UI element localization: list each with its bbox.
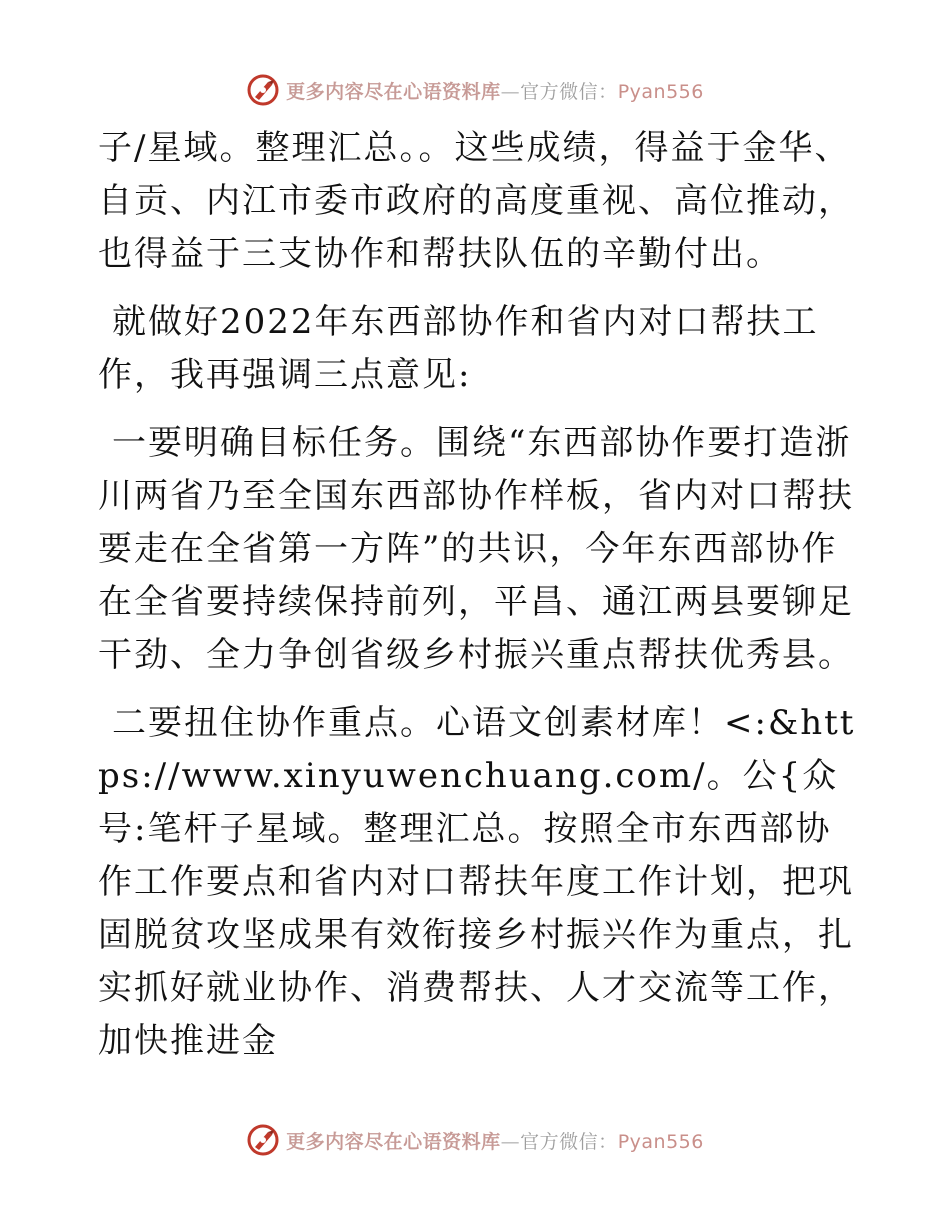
footer-dash: — [500,1130,521,1153]
document-body [98,122,858,1083]
header-banner [0,70,950,110]
header-dash: — [500,80,521,103]
footer-wechat-id: Pyan556 [617,1130,704,1153]
paragraph-1: 子/星域。整理汇总。。这些成绩，得益于金华、自贡、内江市委市政府的高度重视、高位推动，也得益于三支协作和帮扶队伍的辛勤付出。 [98,128,854,274]
header-main-text: 更多内容尽在心语资料库 [286,80,501,103]
paragraph-2: 就做好2022年东西部协作和省内对口帮扶工作，我再强调三点意见: [98,302,819,395]
brand-logo-icon [246,73,280,107]
footer-banner-text [286,1127,704,1154]
brand-logo-icon [246,1123,280,1157]
paragraph-4: 二要扭住协作重点。心语文创素材库！<:&https://www.xinyuwenchuang.com/。公{众号:笔杆子星域。整理汇总。按照全市东西部协作工作要点和省内对口帮扶年度工作计划，把巩固脱贫攻坚成果有效衔接乡村振兴作为重点，扎实抓好就业协作、消费帮扶、人才交流等工作，加快推进金 [98,703,856,1061]
header-banner-text [286,77,704,104]
header-wechat-id: Pyan556 [617,80,704,103]
footer-banner-inner [246,1123,704,1157]
header-banner-inner [246,73,704,107]
header-official-label: 官方微信： [520,80,618,103]
paragraph-3: 一要明确目标任务。围绕“东西部协作要打造浙川两省乃至全国东西部协作样板，省内对口帮扶要走在全省第一方阵”的共识，今年东西部协作在全省要持续保持前列，平昌、通江两县要铆足干劲、全力争创省级乡村振兴重点帮扶优秀县。 [98,423,854,675]
footer-main-text: 更多内容尽在心语资料库 [286,1130,501,1153]
footer-official-label: 官方微信： [520,1130,618,1153]
footer-banner [0,1120,950,1160]
